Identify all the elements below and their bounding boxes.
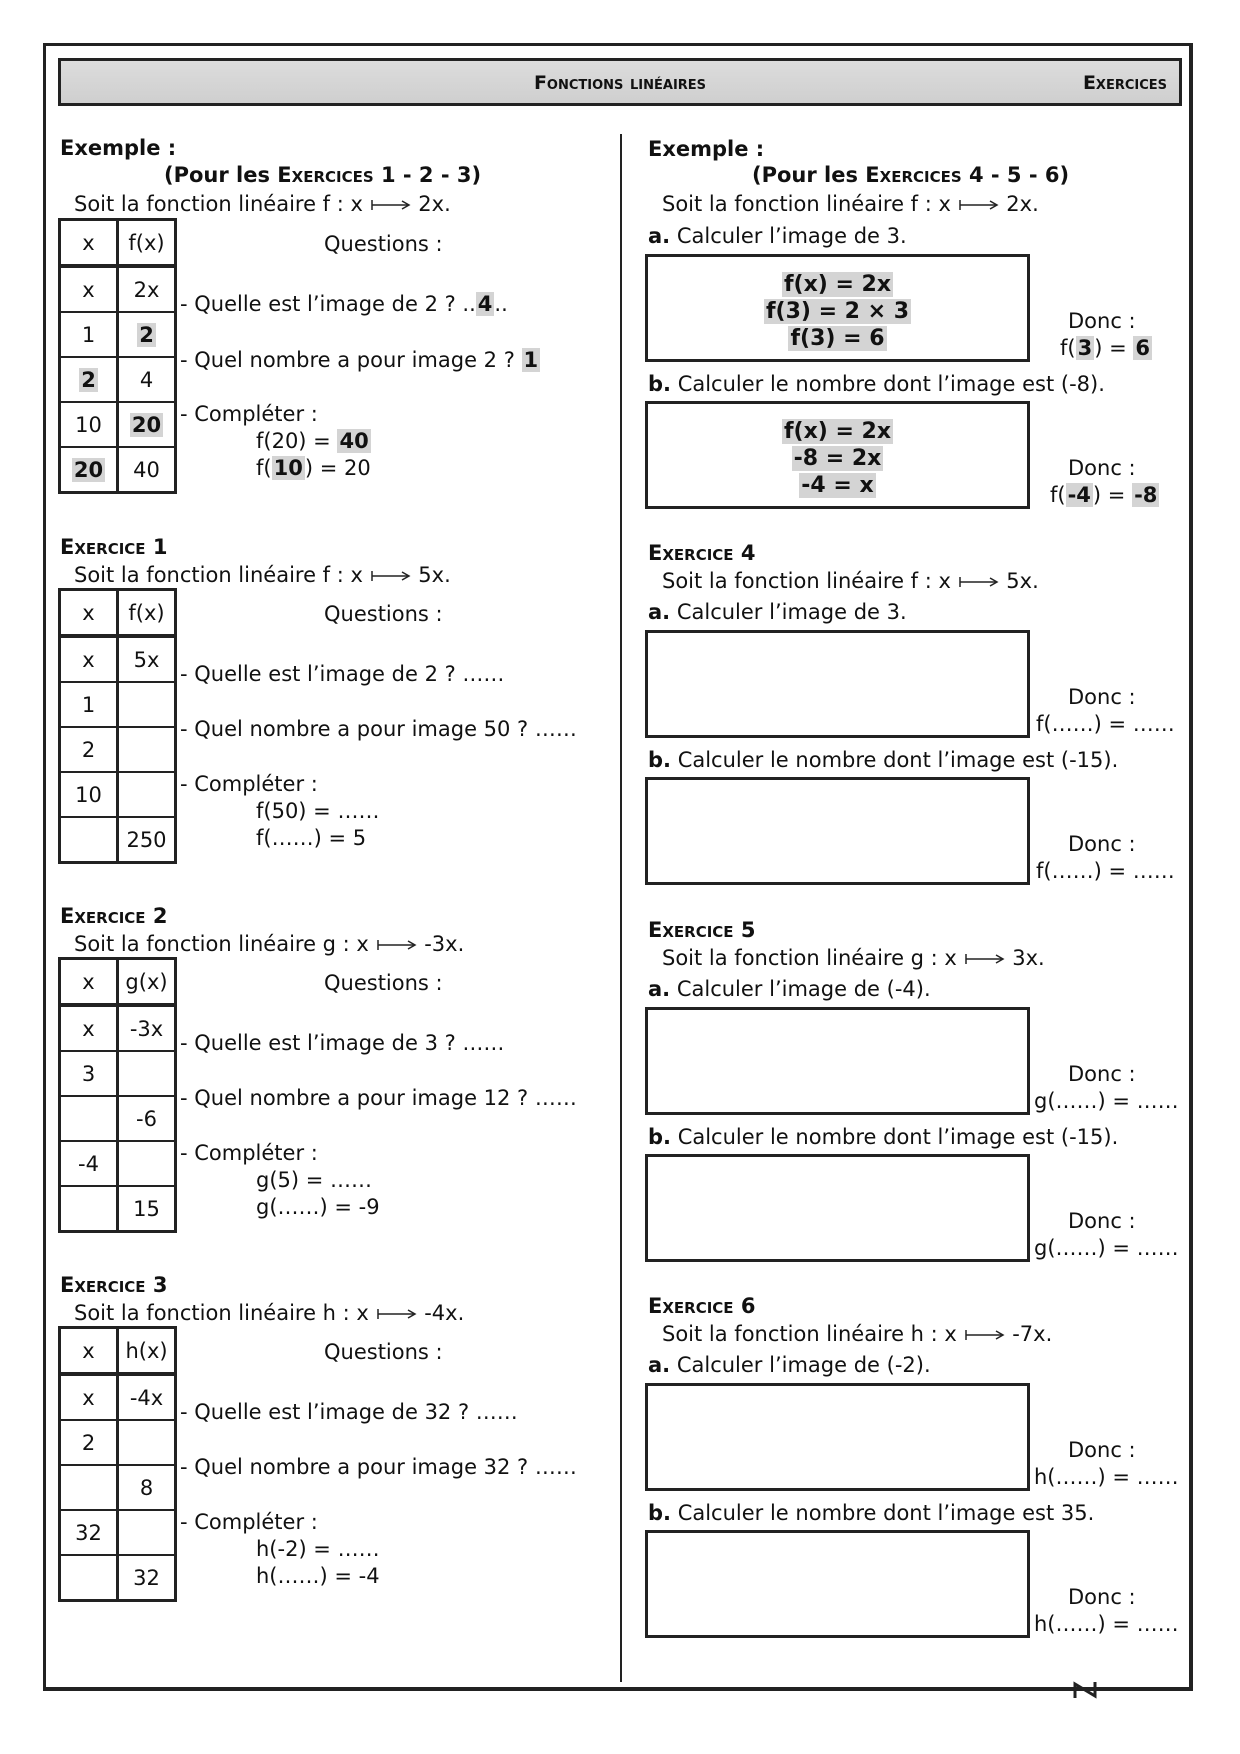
table-cell: -4	[60, 1141, 118, 1186]
mapsto-arrow-icon	[964, 1328, 1006, 1342]
question-1: - Quelle est l’image de 32 ? ……	[180, 1400, 518, 1424]
table-cell: 8	[118, 1465, 176, 1510]
right-example-heading: Exemple :	[648, 137, 765, 161]
result-b: f(-4) = -8	[1050, 483, 1158, 507]
question-2: - Quel nombre a pour image 2 ? 1	[180, 348, 539, 372]
result-b: g(……) = ……	[1034, 1236, 1179, 1260]
question-2: - Quel nombre a pour image 50 ? ……	[180, 717, 577, 741]
complete-line-1: f(20) = 40	[256, 429, 369, 453]
answer-box-a	[645, 254, 1030, 362]
table-cell: 32	[118, 1555, 176, 1601]
exercise-3-intro: Soit la fonction linéaire h : x -4x.	[74, 1301, 465, 1325]
answer-box-a[interactable]	[645, 1007, 1030, 1115]
table-cell: 1	[60, 682, 118, 727]
exercise-1-title: Exercice 1	[60, 535, 168, 559]
table-cell: 2	[60, 1420, 118, 1465]
question-1: - Quelle est l’image de 2 ? ..4..	[180, 292, 508, 316]
mapsto-arrow-icon	[964, 952, 1006, 966]
right-example-subtitle: (Pour les Exercices 4 - 5 - 6)	[752, 163, 1070, 187]
mapsto-arrow-icon	[958, 575, 1000, 589]
exercise-5-intro: Soit la fonction linéaire g : x 3x.	[662, 946, 1045, 970]
complete-line-1: h(-2) = ……	[256, 1537, 380, 1561]
table-header-cell: f(x)	[118, 590, 176, 637]
complete-label: - Compléter :	[180, 1141, 318, 1165]
exercise-3-title: Exercice 3	[60, 1273, 168, 1297]
question-a: a. Calculer l’image de (-4).	[648, 977, 931, 1001]
exercise-2-table	[58, 957, 177, 1233]
result-a: h(……) = ……	[1034, 1465, 1179, 1489]
complete-line-2: g(……) = -9	[256, 1195, 380, 1219]
complete-line-2: f(10) = 20	[256, 456, 371, 480]
donc-label: Donc :	[1068, 1209, 1136, 1233]
table-cell: -3x	[118, 1005, 176, 1051]
question-a: a. Calculer l’image de (-2).	[648, 1353, 931, 1377]
question-b: b. Calculer le nombre dont l’image est (-15).	[648, 748, 1119, 772]
exercise-5-title: Exercice 5	[648, 918, 756, 942]
answer-box-content: f(x) = 2x -8 = 2x -4 = x	[783, 419, 892, 498]
table-header-cell: x	[60, 220, 118, 267]
table-header-cell: x	[60, 959, 118, 1006]
table-input-cell[interactable]	[118, 727, 176, 772]
complete-label: - Compléter :	[180, 772, 318, 796]
table-cell: x	[60, 1374, 118, 1420]
exercise-2-title: Exercice 2	[60, 904, 168, 928]
page-title: Fonctions linéaires	[533, 72, 707, 94]
table-cell: 10	[60, 402, 118, 447]
exercise-3-table	[58, 1326, 177, 1602]
question-1: - Quelle est l’image de 3 ? ……	[180, 1031, 505, 1055]
table-cell: -6	[118, 1096, 176, 1141]
table-cell: 2	[60, 727, 118, 772]
table-cell: 20	[60, 447, 118, 493]
answer-box-a[interactable]	[645, 1383, 1030, 1491]
question-2: - Quel nombre a pour image 32 ? ……	[180, 1455, 577, 1479]
donc-label: Donc :	[1068, 1062, 1136, 1086]
result-b: f(……) = ……	[1036, 859, 1175, 883]
question-a: a. Calculer l’image de 3.	[648, 600, 907, 624]
table-cell: x	[60, 1005, 118, 1051]
questions-title: Questions :	[324, 232, 443, 256]
table-cell: 2x	[118, 266, 176, 312]
exercise-2-intro: Soit la fonction linéaire g : x -3x.	[74, 932, 465, 956]
header-section-label: Exercices	[1082, 72, 1167, 94]
donc-label: Donc :	[1068, 456, 1136, 480]
question-1: - Quelle est l’image de 2 ? ……	[180, 662, 505, 686]
result-a: f(3) = 6	[1060, 336, 1150, 360]
questions-title: Questions :	[324, 602, 443, 626]
table-cell: -4x	[118, 1374, 176, 1420]
exercise-4-title: Exercice 4	[648, 541, 756, 565]
left-example-intro: Soit la fonction linéaire f : x 2x.	[74, 192, 451, 216]
table-header-cell: g(x)	[118, 959, 176, 1006]
table-cell: 250	[118, 817, 176, 863]
exercise-6-intro: Soit la fonction linéaire h : x -7x.	[662, 1322, 1053, 1346]
table-input-cell[interactable]	[60, 1465, 118, 1510]
table-cell: 15	[118, 1186, 176, 1232]
question-a: a. Calculer l’image de 3.	[648, 224, 907, 248]
left-example-subtitle: (Pour les Exercices 1 - 2 - 3)	[164, 163, 482, 187]
corner-mark-icon	[1073, 1680, 1099, 1700]
table-cell: x	[60, 636, 118, 682]
table-input-cell[interactable]	[118, 1051, 176, 1096]
table-cell: 3	[60, 1051, 118, 1096]
table-input-cell[interactable]	[60, 817, 118, 863]
donc-label: Donc :	[1068, 832, 1136, 856]
table-header-cell: x	[60, 1328, 118, 1375]
question-b: b. Calculer le nombre dont l’image est (-15).	[648, 1125, 1119, 1149]
question-b: b. Calculer le nombre dont l’image est (-8).	[648, 372, 1105, 396]
result-b: h(……) = ……	[1034, 1612, 1179, 1636]
complete-label: - Compléter :	[180, 402, 318, 426]
exercise-1-table	[58, 588, 177, 864]
answer-box-b[interactable]	[645, 777, 1030, 885]
complete-line-2: f(……) = 5	[256, 826, 367, 850]
left-example-table	[58, 218, 177, 494]
table-input-cell[interactable]	[118, 1510, 176, 1555]
answer-box-content: f(x) = 2x f(3) = 2 × 3 f(3) = 6	[765, 272, 910, 351]
exercise-6-title: Exercice 6	[648, 1294, 756, 1318]
right-example-intro: Soit la fonction linéaire f : x 2x.	[662, 192, 1039, 216]
table-cell: 5x	[118, 636, 176, 682]
table-input-cell[interactable]	[60, 1555, 118, 1601]
donc-label: Donc :	[1068, 685, 1136, 709]
answer-box-b[interactable]	[645, 1530, 1030, 1638]
table-cell: 2	[118, 312, 176, 357]
table-cell: 20	[118, 402, 176, 447]
mapsto-arrow-icon	[958, 198, 1000, 212]
column-divider	[620, 134, 622, 1682]
answer-box-b[interactable]	[645, 1154, 1030, 1262]
table-input-cell[interactable]	[118, 1141, 176, 1186]
exercise-1-intro: Soit la fonction linéaire f : x 5x.	[74, 563, 451, 587]
complete-line-1: f(50) = ……	[256, 799, 380, 823]
table-header-cell: f(x)	[118, 220, 176, 267]
table-header-cell: h(x)	[118, 1328, 176, 1375]
questions-title: Questions :	[324, 1340, 443, 1364]
table-cell: 2	[60, 357, 118, 402]
left-example-heading: Exemple :	[60, 136, 177, 160]
exercise-4-intro: Soit la fonction linéaire f : x 5x.	[662, 569, 1039, 593]
complete-line-1: g(5) = ……	[256, 1168, 373, 1192]
table-cell: 1	[60, 312, 118, 357]
donc-label: Donc :	[1068, 1438, 1136, 1462]
mapsto-arrow-icon	[370, 198, 412, 212]
table-cell: 4	[118, 357, 176, 402]
table-cell: 32	[60, 1510, 118, 1555]
mapsto-arrow-icon	[370, 569, 412, 583]
complete-label: - Compléter :	[180, 1510, 318, 1534]
answer-box-b	[645, 401, 1030, 509]
result-a: g(……) = ……	[1034, 1089, 1179, 1113]
table-input-cell[interactable]	[118, 682, 176, 727]
question-b: b. Calculer le nombre dont l’image est 35.	[648, 1501, 1095, 1525]
table-cell: 10	[60, 772, 118, 817]
table-input-cell[interactable]	[118, 1420, 176, 1465]
donc-label: Donc :	[1068, 309, 1136, 333]
table-input-cell[interactable]	[118, 772, 176, 817]
question-2: - Quel nombre a pour image 12 ? ……	[180, 1086, 577, 1110]
complete-line-2: h(……) = -4	[256, 1564, 380, 1588]
mapsto-arrow-icon	[376, 938, 418, 952]
table-input-cell[interactable]	[60, 1186, 118, 1232]
result-a: f(……) = ……	[1036, 712, 1175, 736]
table-cell: x	[60, 266, 118, 312]
table-cell: 40	[118, 447, 176, 493]
donc-label: Donc :	[1068, 1585, 1136, 1609]
table-header-cell: x	[60, 590, 118, 637]
table-input-cell[interactable]	[60, 1096, 118, 1141]
mapsto-arrow-icon	[376, 1307, 418, 1321]
header-bar	[58, 58, 1182, 106]
answer-box-a[interactable]	[645, 630, 1030, 738]
questions-title: Questions :	[324, 971, 443, 995]
